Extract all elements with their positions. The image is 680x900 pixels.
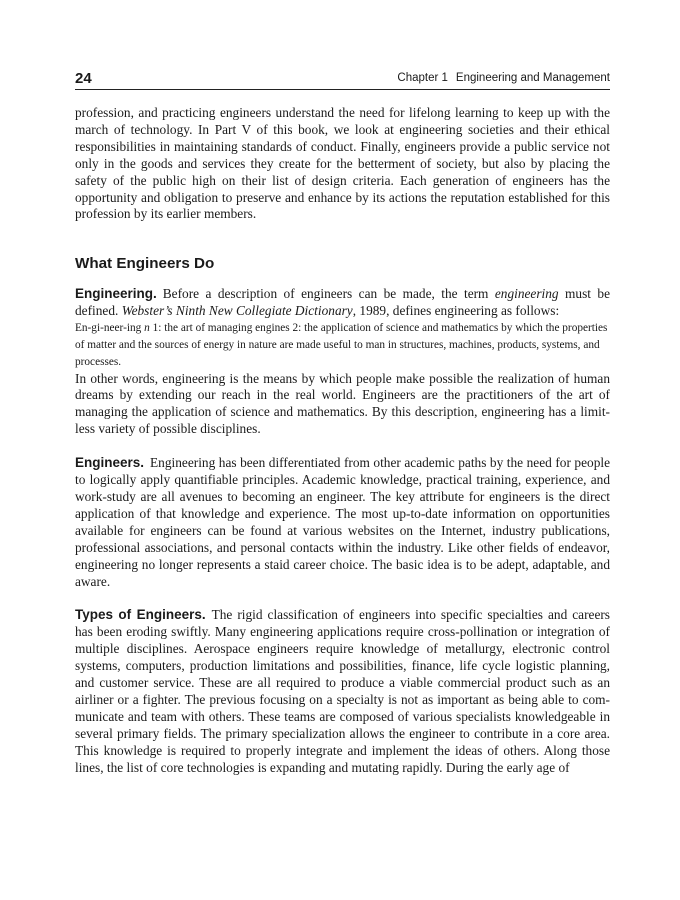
engineering-term: engineering	[494, 286, 559, 302]
page-number: 24	[75, 70, 92, 87]
page-body	[75, 105, 610, 776]
definition-word: En-gi-neer-ing	[75, 322, 145, 335]
definition-part-of-speech: n	[144, 322, 150, 335]
engineering-followup-paragraph: In other words, engineering is the means by which people make possible the realization of human dreams by extending our reach in the real world. Engineers are the practitioners of the art of managing the application of science and mathematics. By this description, engineering has a limitless variety of possible disciplines.	[75, 370, 610, 437]
engineers-paragraph	[75, 455, 610, 590]
definition-text: 1: the art of managing engines 2: the application of science and mathematics by which the properties of matter and the sources of energy in nature are made useful to man in structures, machines, products, systems, and processes.	[75, 322, 608, 368]
engineering-paragraph	[75, 286, 610, 320]
types-run-in-heading: Types of Engineers.	[75, 607, 206, 623]
types-text: The rigid classification of engineers into specific specialties and careers has been eroding swiftly. Many engineering applications require cross-pollination or integration of multiple disciplines. Aerospace engineers require knowledge of metallurgy, electronic control systems, computers, production limitations and possibilities, finance, life cycle logistic planning, and customer service. These are all required to produce a viable commercial product such as an airliner or a fighter. The previous focusing on a specialty is not as important as being able to communicate and team with others. These teams are composed of various specialists knowledgeable in several primary fields. The primary specialization allows the engineer to contribute in a core area. This knowledge is required to properly integrate and implement the ideas of others. Along those lines, the list of core technologies is expanding and mutating rapidly. During the early age of	[75, 607, 611, 775]
chapter-title: Engineering and Management	[455, 72, 610, 84]
engineers-text: Engineering has been differentiated from other academic paths by the need for people to logically apply quantifiable principles. Academic knowledge, practical training, experience, and work-study are all avenues to becoming an engineer. The key attribute for engineers is the direct application of that knowledge and experience. The most up-to-date information on opportunities available for engineers can be found at various websites on the Internet, industry publications, professional associations, and personal contacts within the industry. Like other fields of endeavor, engineering no longer represents a staid career choice. The basic idea is to be adept, adaptable, and aware.	[75, 455, 610, 589]
engineering-run-in-heading: Engineering.	[75, 286, 157, 302]
types-of-engineers-paragraph	[75, 607, 610, 776]
header-rule	[75, 89, 610, 90]
running-head	[75, 68, 610, 88]
section-heading: What Engineers Do	[75, 255, 215, 273]
definition-extract	[75, 320, 610, 370]
engineers-run-in-heading: Engineers.	[75, 455, 145, 471]
chapter-number: Chapter 1	[397, 72, 448, 84]
dictionary-title: Webster’s Ninth New Collegiate Dictionary	[121, 303, 353, 319]
intro-paragraph: profession, and practicing engineers understand the need for lifelong learning to keep up with the march of technology. In Part V of this book, we look at engineering societies and their ethical responsibilities in maintaining standards of conduct. Finally, engineers provide a public service not only in the goods and services they create for the betterment of society, but also by placing the safety of the public high on their list of design criteria. Each generation of engineers has the opportunity and obligation to preserve and enhance by its actions the reputation established for this profession by its earlier members.	[75, 105, 610, 222]
engineering-text-2: must be defined.	[75, 286, 611, 319]
engineering-text-3: , 1989, defines engineering as follows:	[352, 303, 560, 319]
engineering-text-1: Before a description of engineers can be made, the term	[162, 286, 495, 302]
chapter-label	[397, 72, 610, 84]
